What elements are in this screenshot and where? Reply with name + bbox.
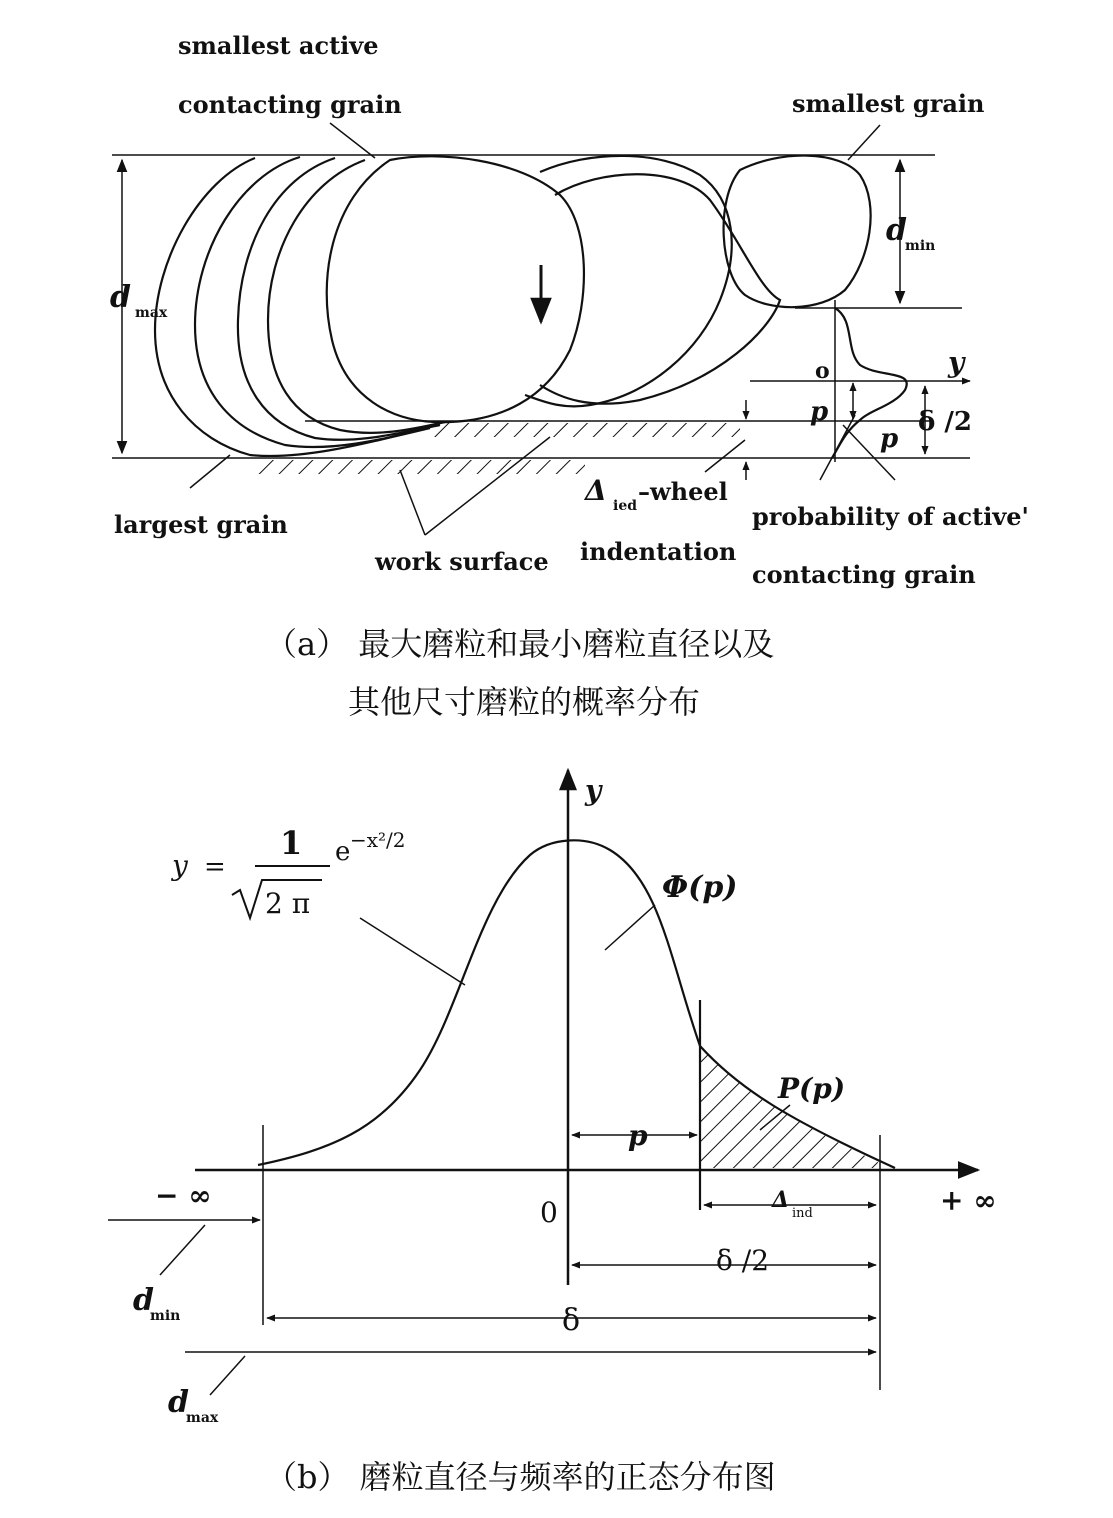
label-indentation: indentation xyxy=(580,537,737,566)
label-delta-b: δ xyxy=(562,1303,581,1338)
formula-denominator: 2 π xyxy=(265,887,311,920)
formula-numerator: 1 xyxy=(280,824,303,862)
label-o: o xyxy=(815,358,830,384)
label-delta-ind: Δ xyxy=(772,1187,790,1213)
formula-y: y xyxy=(172,849,188,882)
caption-a-line-1: （a） 最大磨粒和最小磨粒直径以及 xyxy=(265,625,775,663)
label-pos-inf: + ∞ xyxy=(940,1184,997,1217)
label-dmax-b: d xyxy=(168,1385,189,1420)
label-dmin-a-sub: min xyxy=(905,238,936,254)
label-delta-half-b: δ /2 xyxy=(716,1244,770,1277)
formula-eq: = xyxy=(204,852,226,882)
part-b-chart xyxy=(108,770,997,1496)
label-P-p: P(p) xyxy=(778,1072,846,1105)
label-dmin-a: d xyxy=(886,213,907,248)
label-dmax-a: d xyxy=(110,280,131,315)
formula-exp-base: e xyxy=(335,837,351,867)
label-y-inset: y xyxy=(948,346,965,379)
label-neg-inf: − ∞ xyxy=(155,1179,212,1212)
caption-b: （b） 磨粒直径与频率的正态分布图 xyxy=(265,1458,776,1496)
normal-curve xyxy=(258,840,895,1168)
label-delta-half-a: δ /2 xyxy=(918,407,972,437)
part-a-diagram xyxy=(110,31,1029,721)
smallest-grain-outline xyxy=(724,156,871,308)
label-phi-p: Φ(p) xyxy=(662,870,738,905)
label-prob-2: contacting grain xyxy=(752,560,976,589)
formula-exponent: −x²/2 xyxy=(350,828,406,852)
label-work-surface: work surface xyxy=(375,547,549,576)
grain-outlines xyxy=(155,156,871,456)
label-p-inset-2: p xyxy=(880,424,899,454)
caption-a-line-2: 其他尺寸磨粒的概率分布 xyxy=(348,683,701,721)
label-dmax-b-sub: max xyxy=(186,1410,219,1426)
label-dmax-a-sub: max xyxy=(135,305,168,321)
label-largest-grain: largest grain xyxy=(114,510,288,539)
label-smallest-active-1: smallest active xyxy=(178,31,379,60)
label-delta-ied: Δ xyxy=(585,474,607,507)
label-dmin-b: d xyxy=(133,1283,154,1318)
label-wheel: –wheel xyxy=(638,477,728,506)
normal-formula xyxy=(170,824,406,920)
label-smallest-grain: smallest grain xyxy=(792,89,985,118)
probability-inset xyxy=(746,300,970,480)
label-dmin-b-sub: min xyxy=(150,1308,181,1324)
label-smallest-active-2: contacting grain xyxy=(178,90,402,119)
label-prob-1: probability of active' xyxy=(752,502,1029,531)
label-delta-ied-sub: ied xyxy=(613,498,638,514)
label-p-inset-1: p xyxy=(810,397,829,427)
label-zero: 0 xyxy=(540,1196,558,1229)
label-y-axis: y xyxy=(585,774,602,807)
label-p-b: p xyxy=(628,1119,648,1152)
label-delta-ind-sub: ind xyxy=(792,1206,813,1221)
smallest-active-grain-outline xyxy=(327,156,584,422)
